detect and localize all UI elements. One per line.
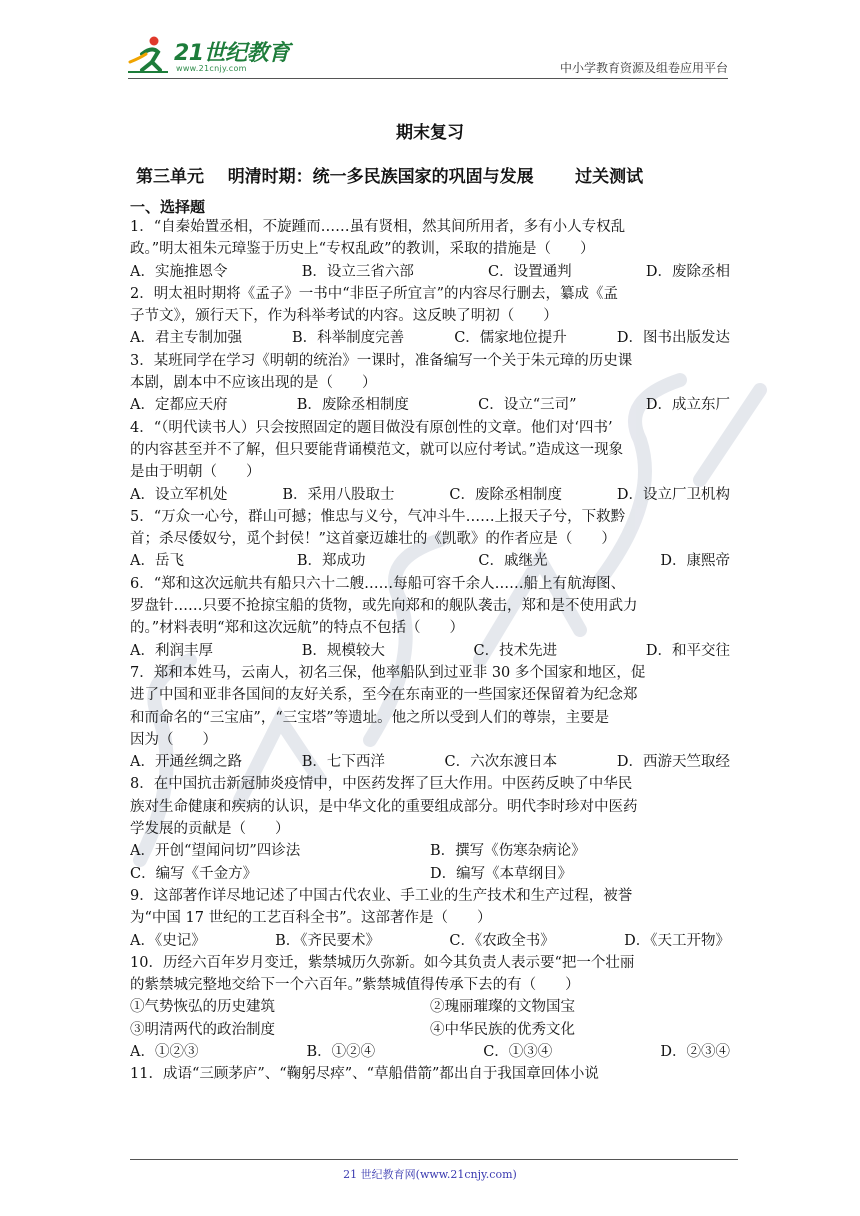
option: D．图书出版发达 [616, 330, 730, 347]
option: ②瑰丽璀璨的文物国宝 [430, 999, 575, 1016]
options-row [130, 327, 730, 349]
logo-url: www.21cnjy.com [176, 64, 247, 73]
question-line: 和而命名的“三宝庙”，“三宝塔”等遗址。他之所以受到人们的尊崇，主要是 [130, 709, 610, 726]
option: C．戚继光 [478, 553, 548, 570]
options-row [130, 640, 730, 662]
footer-divider [130, 1159, 738, 1160]
option: A．实施推恩令 [130, 263, 228, 280]
question-line: 3．某班同学在学习《明朝的统治》一课时，准备编写一个关于朱元璋的历史课 [130, 352, 633, 369]
option: A．①②③ [130, 1043, 199, 1060]
test-label: 过关测试 [575, 167, 644, 187]
logo-text: 21世纪教育 [174, 41, 290, 66]
question-line: 子节文》，颁行天下，作为科举考试的内容。这反映了明初（ ） [130, 308, 558, 325]
option: C．设置通判 [488, 263, 572, 280]
option: ③明清两代的政治制度 [130, 1021, 275, 1038]
option: C．废除丞相制度 [449, 486, 562, 503]
question-line: 首；杀尽倭奴兮，觅个封侯！”这首豪迈雄壮的《凯歌》的作者应是（ ） [130, 531, 616, 548]
option: D．西游天竺取经 [616, 754, 730, 771]
question-line: 为“中国 17 世纪的工艺百科全书”。这部著作是（ ） [130, 910, 492, 927]
page-footer: 21 世纪教育网(www.21cnjy.com) [343, 1168, 517, 1181]
platform-name: 中小学教育资源及组卷应用平台 [559, 61, 728, 75]
option: B．《齐民要术》 [275, 932, 381, 949]
question-line: 的。”材料表明“郑和这次远航”的特点不包括（ ） [130, 620, 464, 637]
question-line: 6．“郑和这次远航共有船只六十二艘……每船可容千余人……船上有航海图、 [130, 575, 626, 592]
options-row [130, 550, 730, 572]
question-line: 的内容甚至并不了解，但只要能背诵模范文，就可以应付考试。”造成这一现象 [130, 441, 624, 458]
unit-subtitle [136, 162, 736, 187]
option: B．采用八股取士 [282, 486, 395, 503]
question-line: 因为（ ） [130, 731, 217, 748]
option: C．设立“三司” [478, 397, 577, 414]
option: B．①②④ [306, 1043, 376, 1060]
options-row [130, 484, 730, 506]
option: A．开通丝绸之路 [130, 754, 242, 771]
question-line: 1．“自秦始置丞相，不旋踵而……虽有贤相，然其间所用者，多有小人专权乱 [130, 219, 626, 235]
option: D．设立厂卫机构 [616, 486, 730, 503]
options-row [130, 1019, 730, 1041]
unit-topic: 明清时期：统一多民族国家的巩固与发展 [227, 167, 534, 187]
option: C．编写《千金方》 [130, 865, 258, 882]
option: D．废除丞相 [645, 263, 730, 280]
question-line: 族对生命健康和疾病的认识，是中华文化的重要组成部分。明代李时珍对中医药 [130, 798, 638, 815]
question-line: 政。”明太祖朱元璋鉴于历史上“专权乱政”的教训，采取的措施是（ ） [130, 241, 595, 258]
option: A．定都应天府 [130, 397, 228, 414]
unit-label: 第三单元 [136, 167, 204, 187]
option: C．技术先进 [473, 642, 558, 659]
options-row [130, 261, 730, 283]
runner-logo-icon [128, 32, 172, 76]
option: A．设立军机处 [130, 486, 228, 503]
option: D．②③④ [660, 1043, 730, 1060]
question-line: 9．这部著作详尽地记述了中国古代农业、手工业的生产技术和生产过程，被誉 [130, 887, 633, 904]
question-line: 11．成语“三顾茅庐”、“鞠躬尽瘁”、“草船借箭”都出自于我国章回体小说 [130, 1066, 599, 1083]
option: D．和平交往 [645, 642, 730, 659]
option: B．郑成功 [296, 553, 366, 570]
question-line: 7．郑和本姓马，云南人，初名三保，他率船队到过亚非 30 多个国家和地区，促 [130, 664, 646, 681]
option: B．设立三省六部 [301, 263, 414, 280]
question-line: 学发展的贡献是（ ） [130, 821, 290, 838]
options-row [130, 840, 730, 862]
question-line: 4．“（明代读书人）只会按照固定的题目做没有原创性的文章。他们对‘四书’ [130, 419, 613, 436]
question-line: 罗盘针……只要不抢掠宝船的货物，或先向郑和的舰队袭击，郑和是不使用武力 [130, 598, 638, 615]
options-row [130, 751, 730, 773]
question-line: 的紫禁城完整地交给下一个六百年。”紫禁城值得传承下去的有（ ） [130, 977, 580, 994]
option: ④中华民族的优秀文化 [430, 1021, 575, 1038]
option: D．编写《本草纲目》 [430, 865, 573, 882]
header-divider [128, 78, 728, 79]
options-row [130, 863, 730, 885]
option: C．《农政全书》 [449, 932, 555, 949]
option: D．成立东厂 [645, 397, 730, 414]
page-title: 期末复习 [396, 123, 464, 143]
options-row [130, 1041, 730, 1063]
question-line: 是由于明朝（ ） [130, 464, 261, 481]
options-row [130, 996, 730, 1018]
option: ①气势恢弘的历史建筑 [130, 999, 275, 1016]
logo [128, 32, 308, 76]
question-line: 本剧，剧本中不应该出现的是（ ） [130, 375, 377, 392]
question-line: 8．在中国抗击新冠肺炎疫情中，中医药发挥了巨大作用。中医药反映了中华民 [130, 776, 633, 793]
page-header [128, 26, 728, 86]
options-row [130, 930, 730, 952]
option: A．岳飞 [130, 553, 184, 570]
option: C．①③④ [483, 1043, 553, 1060]
option: D．康熙帝 [660, 553, 730, 570]
option: A．利润丰厚 [130, 642, 213, 659]
option: B．科举制度完善 [292, 330, 405, 347]
options-row [130, 394, 730, 416]
option: A．君主专制加强 [130, 330, 242, 347]
option: C．儒家地位提升 [454, 330, 567, 347]
question-line: 2．明太祖时期将《孟子》一书中“非臣子所宜言”的内容尽行删去，纂成《孟 [130, 285, 619, 302]
option: D．《天工开物》 [624, 932, 730, 949]
question-line: 5．“万众一心兮，群山可撼；惟忠与义兮，气冲斗牛……上报天子兮，下救黔 [130, 508, 626, 525]
option: C．六次东渡日本 [444, 754, 558, 771]
option: B．七下西洋 [301, 754, 385, 771]
question-line: 进了中国和亚非各国间的友好关系，至今在东南亚的一些国家还保留着为纪念郑 [130, 687, 638, 704]
option: B．规模较大 [301, 642, 385, 659]
option: B．废除丞相制度 [296, 397, 409, 414]
question-line: 10．历经六百年岁月变迁，紫禁城历久弥新。如今其负责人表示要“把一个壮丽 [130, 954, 635, 971]
option: B．撰写《伤寒杂病论》 [430, 843, 586, 860]
option: A．开创“望闻问切”四诊法 [130, 843, 301, 860]
section-heading: 一、选择题 [130, 198, 206, 216]
question-list [130, 216, 730, 1086]
option: A．《史记》 [130, 932, 206, 949]
